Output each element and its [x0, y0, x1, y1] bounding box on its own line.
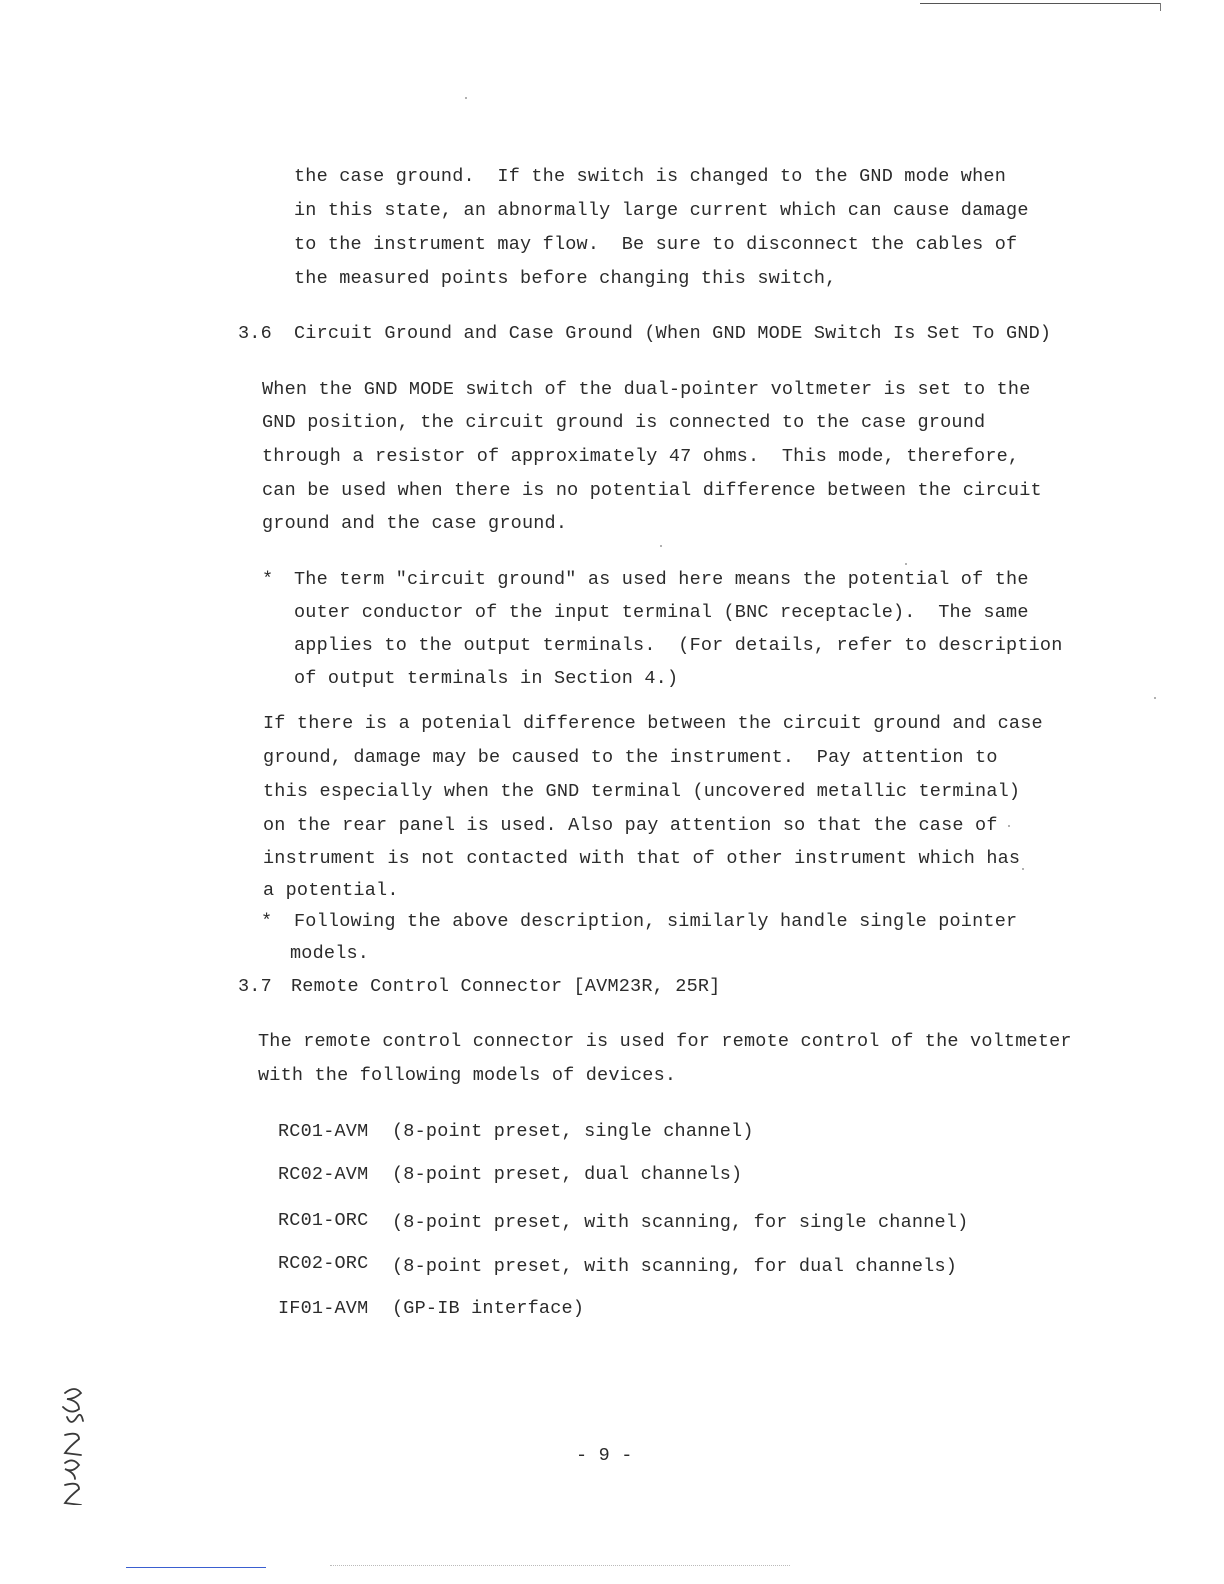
s36-para2-line-6: a potential.: [263, 880, 399, 901]
section-3-6-title: Circuit Ground and Case Ground (When GND MODE Switch Is Set To GND): [294, 323, 1052, 344]
scan-speck: [1154, 697, 1156, 699]
scan-speck: [660, 545, 662, 547]
scan-speck: [465, 97, 467, 99]
model-code-5: IF01-AVM: [278, 1298, 369, 1319]
section-3-6-number: 3.6: [238, 323, 272, 344]
scan-speck: [905, 563, 907, 565]
s37-para-line-1: The remote control connector is used for remote control of the voltmeter: [258, 1031, 1072, 1052]
model-code-2: RC02-AVM: [278, 1164, 369, 1185]
s36-para-line-3: through a resistor of approximately 47 ohms. This mode, therefore,: [262, 446, 1020, 467]
s36-para-line-2: GND position, the circuit ground is connected to the case ground: [262, 412, 986, 433]
note2-asterisk: *: [261, 911, 273, 932]
model-desc-1: (8-point preset, single channel): [392, 1121, 754, 1142]
s36-para2-line-5: instrument is not contacted with that of other instrument which has: [263, 848, 1021, 869]
note2-line-2: models.: [290, 943, 370, 964]
note1-line-1: The term "circuit ground" as used here means the potential of the: [294, 569, 1029, 590]
note1-line-3: applies to the output terminals. (For details, refer to description: [294, 635, 1063, 656]
model-code-4: RC02-ORC: [278, 1253, 369, 1274]
continuation-line-4: the measured points before changing this switch,: [294, 268, 837, 289]
handwritten-side-note: [55, 1385, 95, 1505]
model-desc-5: (GP-IB interface): [392, 1298, 585, 1319]
scan-speck: [1008, 825, 1010, 827]
top-edge-rule: [920, 3, 1160, 4]
continuation-line-1: the case ground. If the switch is changed to the GND mode when: [294, 166, 1007, 187]
note1-line-4: of output terminals in Section 4.): [294, 668, 679, 689]
s36-para2-line-2: ground, damage may be caused to the instrument. Pay attention to: [263, 747, 998, 768]
model-code-3: RC01-ORC: [278, 1210, 369, 1231]
bottom-edge-dots: [330, 1565, 790, 1566]
model-code-1: RC01-AVM: [278, 1121, 369, 1142]
continuation-line-3: to the instrument may flow. Be sure to disconnect the cables of: [294, 234, 1018, 255]
model-desc-2: (8-point preset, dual channels): [392, 1164, 743, 1185]
s36-para2-line-4: on the rear panel is used. Also pay attention so that the case of: [263, 815, 998, 836]
note1-line-2: outer conductor of the input terminal (BNC receptacle). The same: [294, 602, 1029, 623]
model-desc-4: (8-point preset, with scanning, for dual channels): [392, 1256, 958, 1277]
s36-para-line-1: When the GND MODE switch of the dual-pointer voltmeter is set to the: [262, 379, 1031, 400]
s37-para-line-2: with the following models of devices.: [258, 1065, 677, 1086]
note1-asterisk: *: [262, 569, 274, 590]
bottom-edge-rule: [126, 1567, 266, 1568]
s36-para-line-4: can be used when there is no potential difference between the circuit: [262, 480, 1042, 501]
s36-para-line-5: ground and the case ground.: [262, 513, 568, 534]
scan-speck: [1022, 868, 1024, 870]
model-desc-3: (8-point preset, with scanning, for single channel): [392, 1212, 969, 1233]
s36-para2-line-1: If there is a potenial difference between the circuit ground and case: [263, 713, 1043, 734]
page-number: - 9 -: [576, 1445, 633, 1466]
note2-line-1: Following the above description, similarly handle single pointer: [294, 911, 1018, 932]
s36-para2-line-3: this especially when the GND terminal (uncovered metallic terminal): [263, 781, 1021, 802]
top-edge-corner: [1150, 3, 1161, 11]
handwritten-number-drawing: [55, 1385, 95, 1505]
section-3-7-title: Remote Control Connector [AVM23R, 25R]: [291, 976, 721, 997]
continuation-line-2: in this state, an abnormally large current which can cause damage: [294, 200, 1029, 221]
section-3-7-number: 3.7: [238, 976, 272, 997]
